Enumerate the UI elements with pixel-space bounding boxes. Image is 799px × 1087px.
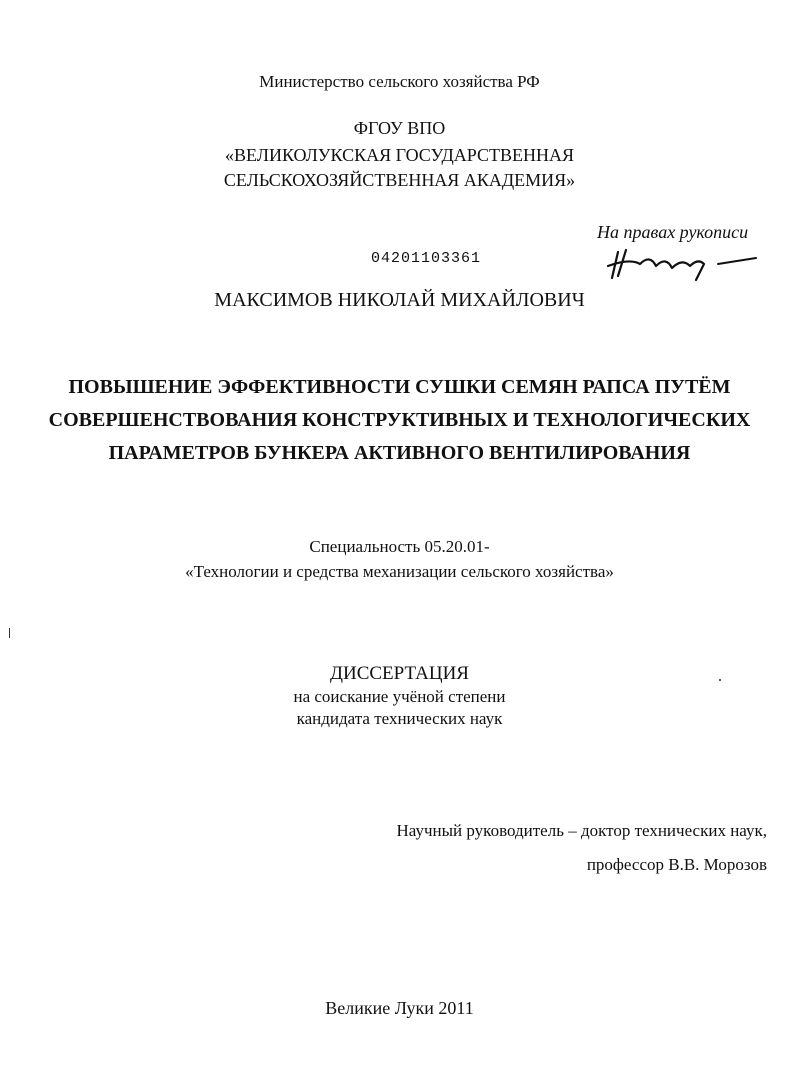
supervisor-line-1: Научный руководитель – доктор технических наук, xyxy=(396,821,767,840)
registration-number: 04201103361 xyxy=(371,250,482,267)
specialty-name: «Технологии и средства механизации сельского хозяйства» xyxy=(185,562,614,581)
manuscript-note: На правах рукописи xyxy=(597,222,749,242)
scan-mark xyxy=(9,628,10,638)
title-line-3: ПАРАМЕТРОВ БУНКЕРА АКТИВНОГО ВЕНТИЛИРОВАНИЯ xyxy=(108,442,691,464)
title-line-2: СОВЕРШЕНСТВОВАНИЯ КОНСТРУКТИВНЫХ И ТЕХНОЛОГИЧЕСКИХ xyxy=(48,409,751,431)
specialty-code: Специальность 05.20.01- xyxy=(309,537,490,556)
degree-line-2: кандидата технических наук xyxy=(296,709,503,728)
supervisor-line-2: профессор В.В. Морозов xyxy=(586,855,767,874)
signature xyxy=(600,244,760,284)
scan-speck xyxy=(719,679,721,681)
degree-line-1: на соискание учёной степени xyxy=(293,687,506,706)
author-name: МАКСИМОВ НИКОЛАЙ МИХАЙЛОВИЧ xyxy=(214,289,585,311)
ministry-line: Министерство сельского хозяйства РФ xyxy=(259,72,540,91)
title-line-1: ПОВЫШЕНИЕ ЭФФЕКТИВНОСТИ СУШКИ СЕМЯН РАПСА ПУТЁМ xyxy=(68,376,731,398)
institution-name-line-2: СЕЛЬСКОХОЗЯЙСТВЕННАЯ АКАДЕМИЯ» xyxy=(223,170,576,190)
place-year: Великие Луки 2011 xyxy=(325,998,474,1018)
institution-type: ФГОУ ВПО xyxy=(353,118,446,138)
work-type: ДИССЕРТАЦИЯ xyxy=(330,663,469,684)
institution-name-line-1: «ВЕЛИКОЛУКСКАЯ ГОСУДАРСТВЕННАЯ xyxy=(224,145,575,165)
